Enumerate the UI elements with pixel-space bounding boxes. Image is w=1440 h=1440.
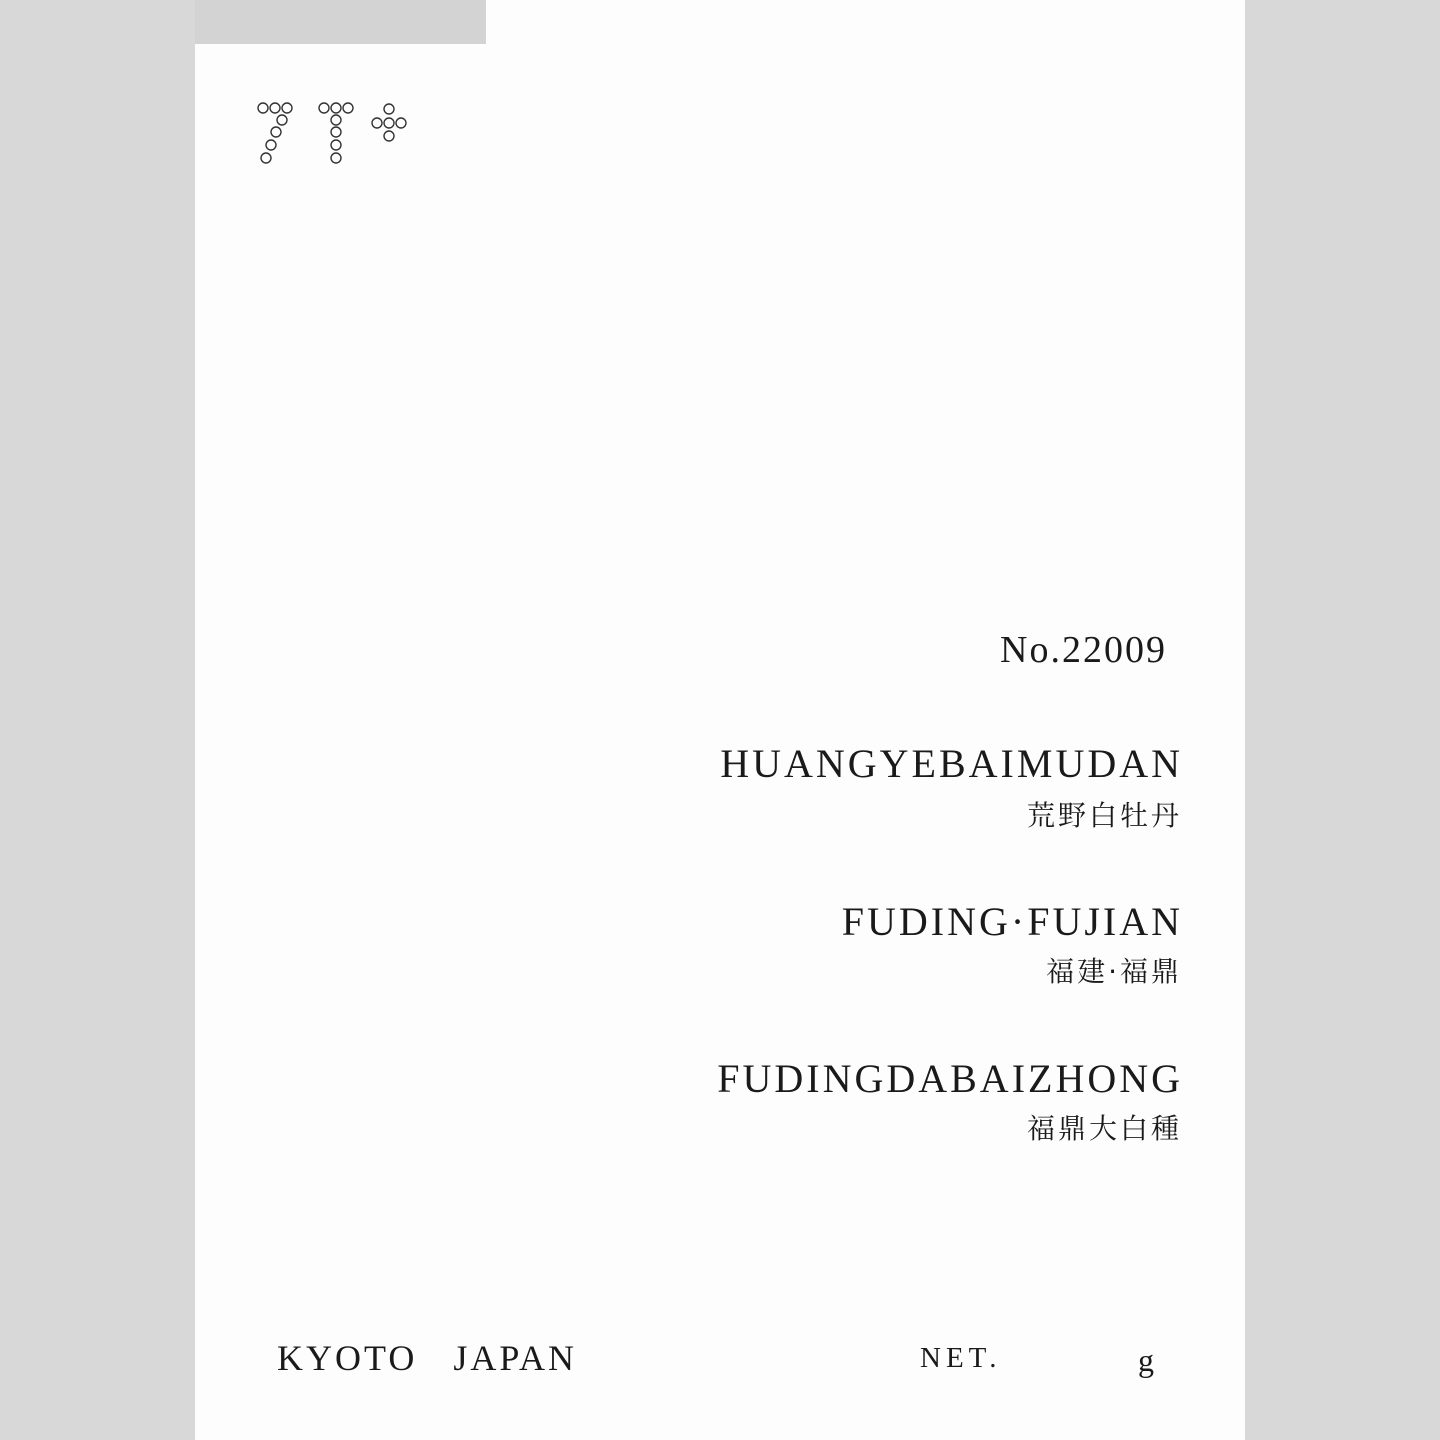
cultivar-name-latin: HUANGYEBAIMUDAN [720,741,1183,786]
cultivar-name-kanji: 荒野白牡丹 [1026,799,1182,832]
net-weight-label: NET. [920,1342,1002,1374]
dotted-katakana-logo-icon [255,96,415,168]
varietal-latin: FUDINGDABAIZHONG [717,1056,1183,1101]
origin-kanji: 福建·福鼎 [1046,955,1182,988]
product-label-card [195,0,1245,1440]
location-text: KYOTO JAPAN [277,1338,578,1378]
varietal-kanji: 福鼎大白種 [1026,1112,1182,1145]
label-tab-strip [195,0,486,44]
origin-latin: FUDING·FUJIAN [841,899,1183,944]
net-weight-unit: g [1138,1342,1154,1378]
product-number: No.22009 [1000,629,1167,671]
